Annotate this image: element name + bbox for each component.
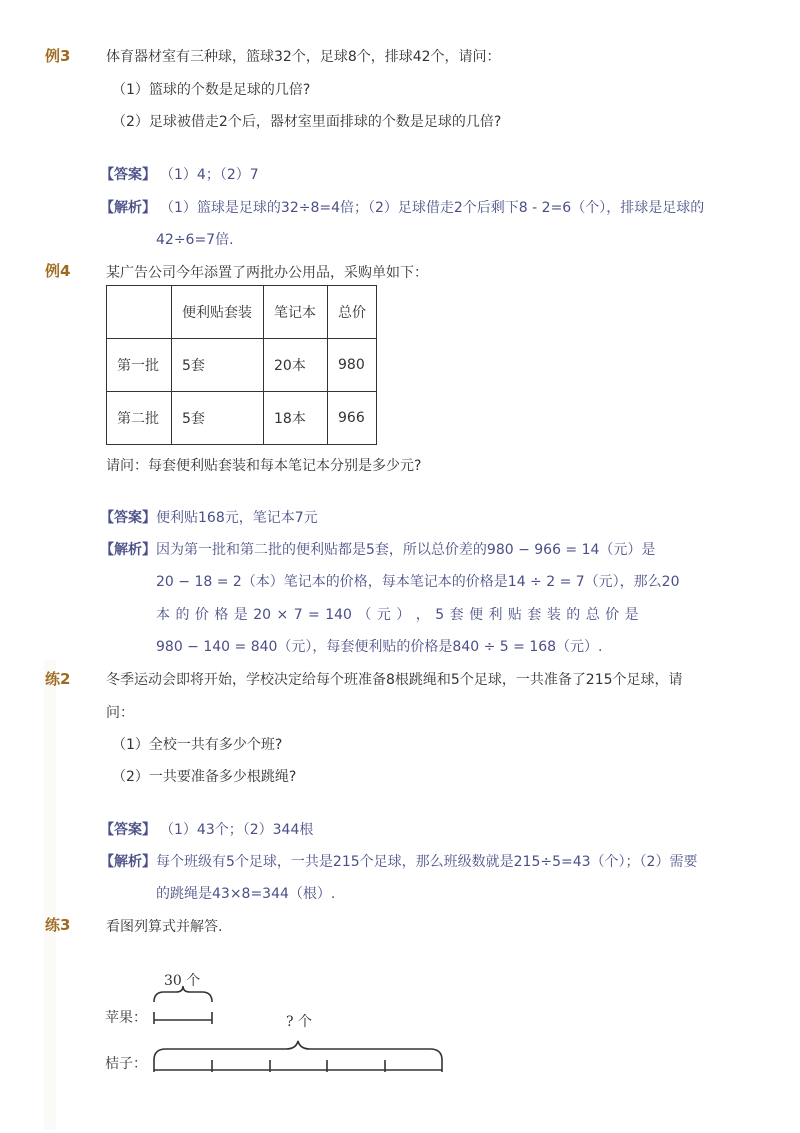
example-3-question: 体育器材室有三种球，篮球32个，足球8个，排球42个，请问： xyxy=(106,49,501,65)
example-3-analysis-line2: 42÷6=7倍. xyxy=(156,232,234,248)
example-4-label: 例4 xyxy=(45,262,71,280)
practice-2-q2: （2）一共要准备多少根跳绳? xyxy=(112,769,297,785)
table-cell: 5套 xyxy=(172,392,264,445)
table-header-cell xyxy=(107,286,172,339)
table-header-cell: 总价 xyxy=(328,286,377,339)
example-4-question: 某广告公司今年添置了两批办公用品，采购单如下： xyxy=(106,265,428,281)
example-3-q1: （1）篮球的个数是足球的几倍? xyxy=(112,82,311,98)
example-4-answer-label: 【答案】 xyxy=(100,510,156,526)
table-cell: 18本 xyxy=(264,392,328,445)
practice-3-label: 练3 xyxy=(45,916,71,934)
example-4-ask: 请问：每套便利贴套装和每本笔记本分别是多少元? xyxy=(106,458,422,474)
practice-2-analysis-label: 【解析】 xyxy=(100,854,156,870)
practice-2-analysis-line2: 的跳绳是43×8=344（根）. xyxy=(156,886,336,902)
example-4-analysis-line2: 20 − 18 = 2（本）笔记本的价格，每本笔记本的价格是14 ÷ 2 = 7（元），那么20 xyxy=(156,574,680,590)
practice-2-answer: （1）43个；（2）344根 xyxy=(160,822,314,838)
table-cell: 5套 xyxy=(172,339,264,392)
table-header-row xyxy=(107,286,377,339)
table-header-cell: 便利贴套装 xyxy=(172,286,264,339)
segment-figure xyxy=(0,960,480,1090)
table-header-cell: 笔记本 xyxy=(264,286,328,339)
orange-brace xyxy=(154,1041,442,1060)
table-cell: 980 xyxy=(328,339,377,392)
example-4-analysis-label: 【解析】 xyxy=(100,542,156,558)
practice-2-analysis-line1: 每个班级有5个足球，一共是215个足球，那么班级数就是215÷5=43（个）；（2）需要 xyxy=(156,854,698,870)
table-cell: 第一批 xyxy=(107,339,172,392)
practice-3-question: 看图列算式并解答. xyxy=(106,919,223,935)
example-4-answer: 便利贴168元，笔记本7元 xyxy=(156,510,318,526)
example-3-q2: （2）足球被借走2个后，器材室里面排球的个数是足球的几倍? xyxy=(112,114,502,130)
orange-label: 桔子： xyxy=(105,1056,147,1072)
example-3-answer: （1）4；（2）7 xyxy=(160,167,259,183)
purchase-table xyxy=(106,285,377,445)
table-cell: 20本 xyxy=(264,339,328,392)
practice-2-label: 练2 xyxy=(45,670,71,688)
example-3-answer-label: 【答案】 xyxy=(100,167,156,183)
table-row xyxy=(107,392,377,445)
apple-brace xyxy=(154,986,212,1002)
example-4-analysis-line3: 本 的 价 格 是 20 × 7 = 140 （ 元 ） ， 5 套 便 利 贴 套 装 的 总 价 是 xyxy=(156,607,639,623)
orange-count-label: ? 个 xyxy=(286,1014,312,1030)
practice-2-q1: （1）全校一共有多少个班? xyxy=(112,737,283,753)
apple-label: 苹果： xyxy=(105,1010,147,1026)
table-cell: 966 xyxy=(328,392,377,445)
practice-2-question-line2: 问： xyxy=(106,705,134,721)
example-4-analysis-line1: 因为第一批和第二批的便利贴都是5套，所以总价差的980 − 966 = 14（元）是 xyxy=(156,542,656,558)
table-row xyxy=(107,339,377,392)
example-3-label: 例3 xyxy=(45,47,71,65)
example-3-analysis-line1: （1）篮球是足球的32÷8=4倍；（2）足球借走2个后剩下8 - 2=6（个），排球是足球的 xyxy=(160,200,705,216)
table-cell: 第二批 xyxy=(107,392,172,445)
example-4-analysis-line4: 980 − 140 = 840（元），每套便利贴的价格是840 ÷ 5 = 168（元）. xyxy=(156,639,603,655)
example-3-analysis-label: 【解析】 xyxy=(100,200,156,216)
apple-count-label: 30 个 xyxy=(164,973,201,989)
practice-2-question-line1: 冬季运动会即将开始，学校决定给每个班准备8根跳绳和5个足球，一共准备了215个足球，请 xyxy=(106,672,683,688)
practice-2-answer-label: 【答案】 xyxy=(100,822,156,838)
